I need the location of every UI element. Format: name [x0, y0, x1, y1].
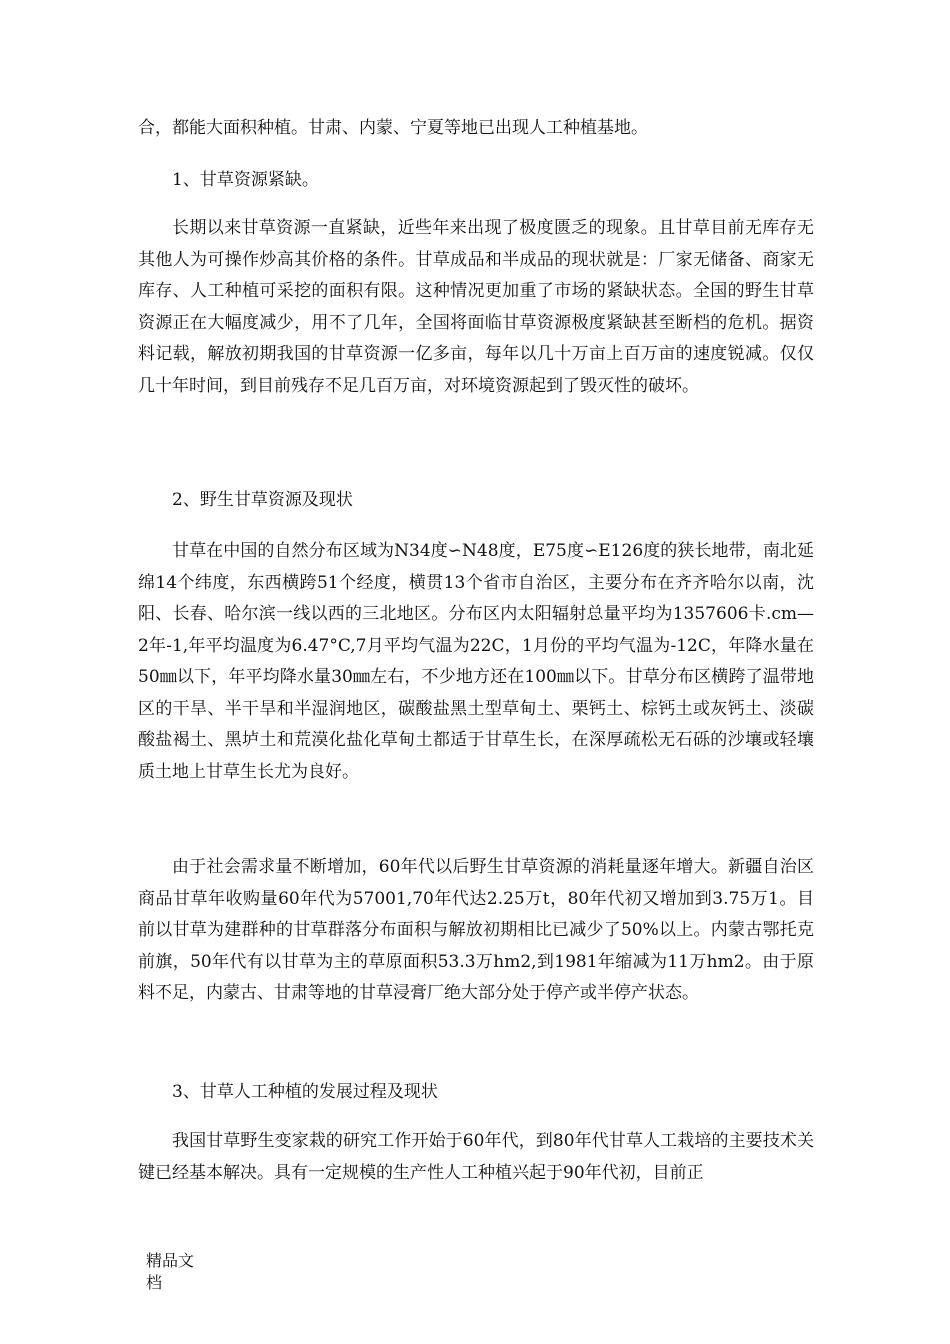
paragraph-cultivation: 我国甘草野生变家栽的研究工作开始于60年代，到80年代甘草人工栽培的主要技术关键已经基本解决。具有一定规模的生产性人工种植兴起于90年代初，目前正 [138, 1131, 814, 1183]
footer-label: 精品文档 [146, 1251, 195, 1292]
paragraph-continuation: 合，都能大面积种植。甘肃、内蒙、宁夏等地已出现人工种植基地。 [138, 118, 648, 138]
section-heading-2: 2、野生甘草资源及现状 [172, 490, 353, 510]
paragraph-consumption: 由于社会需求量不断增加，60年代以后野生甘草资源的消耗量逐年增大。新疆自治区商品甘草年收购量60年代为57001,70年代达2.25万t，80年代初又增加到3.75万1。目前以甘草为建群种的甘草群落分布面积与解放初期相比已减少了50%以上。内蒙古鄂托克前旗，50年代有以甘草为主的草原面积53.3万hm2,到1981年缩减为11万hm2。由于原料不足，内蒙古、甘肃等地的甘草浸膏厂绝大部分处于停产或半停产状态。 [138, 857, 814, 1003]
paragraph-wild-distribution: 甘草在中国的自然分布区域为N34度∽N48度，E75度∽E126度的狭长地带，南北延绵14个纬度，东西横跨51个经度，横贯13个省市自治区，主要分布在齐齐哈尔以南，沈阳、长春、哈尔滨一线以西的三北地区。分布区内太阳辐射总量平均为1357606卡.cm—2年-1,年平均温度为6.47°C,7月平均气温为22C，1月份的平均气温为-12C，年降水量在50㎜以下，年平均降水量30㎜左右，不少地方还在100㎜以下。甘草分布区横跨了温带地区的干旱、半干旱和半湿润地区，碳酸盐黑土型草甸土、栗钙土、棕钙土或灰钙土、淡碳酸盐褐土、黑垆土和荒漠化盐化草甸土都适于甘草生长，在深厚疏松无石砾的沙壤或轻壤质土地上甘草生长尤为良好。 [138, 541, 814, 782]
section-heading-3: 3、甘草人工种植的发展过程及现状 [172, 1082, 438, 1102]
section-heading-1: 1、甘草资源紧缺。 [172, 170, 319, 190]
paragraph-resource-shortage: 长期以来甘草资源一直紧缺，近些年来出现了极度匮乏的现象。且甘草目前无库存无其他人为可操作炒高其价格的条件。甘草成品和半成品的现状就是：厂家无储备、商家无库存、人工种植可采挖的面积有限。这种情况更加重了市场的紧缺状态。全国的野生甘草资源正在大幅度减少，用不了几年，全国将面临甘草资源极度紧缺甚至断档的危机。据资料记载，解放初期我国的甘草资源一亿多亩，每年以几十万亩上百万亩的速度锐减。仅仅几十年时间，到目前残存不足几百万亩，对环境资源起到了毁灭性的破坏。 [138, 218, 814, 396]
